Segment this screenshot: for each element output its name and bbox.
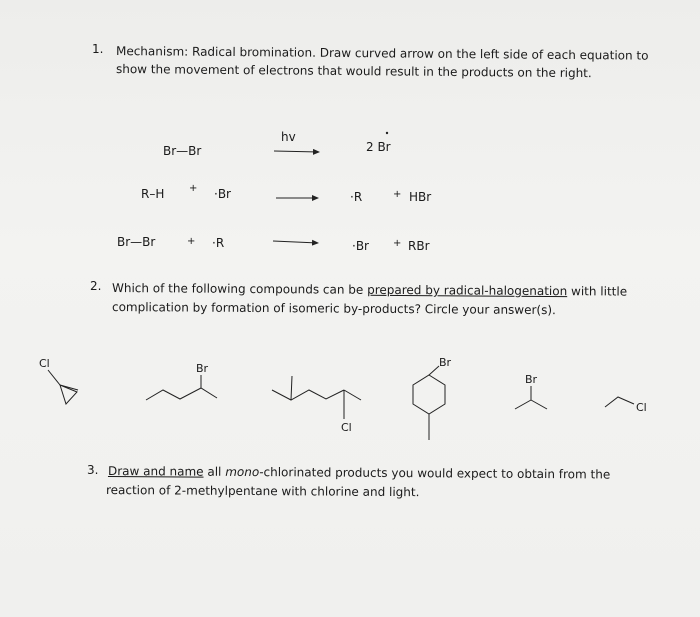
q2-number: 2. bbox=[90, 279, 102, 293]
eq1-reactant: Br—Br bbox=[163, 144, 202, 158]
q2-text-line2: complication by formation of isomeric by-products? Circle your answer(s). bbox=[111, 300, 556, 318]
label-cl-cyclopropyl: Cl bbox=[39, 357, 50, 370]
label-cl-chain: Cl bbox=[341, 421, 352, 434]
eq3-plus-left: + bbox=[187, 236, 196, 247]
eq2-product-2: HBr bbox=[409, 190, 432, 204]
q3-text-line1: Draw and name all mono-chlorinated products you would expect to obtain from the bbox=[107, 464, 611, 482]
label-br-cyclohexane: Br bbox=[439, 356, 452, 369]
eq2-reactant-1: R–H bbox=[141, 187, 165, 201]
label-br-branched: Br bbox=[196, 362, 209, 375]
q2-text-line1: Which of the following compounds can be prepared by radical-halogenation with little bbox=[111, 281, 628, 299]
structure-bromomethylcyclohexane bbox=[413, 366, 445, 440]
label-cl-propyl: Cl bbox=[636, 401, 647, 414]
eq2-plus-left: + bbox=[189, 183, 198, 194]
eq2-plus-right: + bbox=[393, 189, 402, 200]
q1-text-line1: Mechanism: Radical bromination. Draw curved arrow on the left side of each equation to bbox=[115, 44, 649, 63]
structure-chloro-branched-chain bbox=[272, 376, 361, 419]
structure-chlorocyclopropane-methyl bbox=[48, 370, 78, 404]
eq1-condition: hv bbox=[281, 130, 296, 144]
eq2-product-1: ·R bbox=[350, 190, 363, 204]
eq2-reactant-2: ·Br bbox=[214, 187, 231, 201]
structure-tert-butyl-bromide bbox=[515, 386, 547, 409]
radical-dot bbox=[386, 132, 388, 134]
q3-number: 3. bbox=[87, 463, 99, 477]
label-br-tertbutyl: Br bbox=[525, 373, 538, 386]
structure-bromo-alkane bbox=[146, 375, 217, 400]
eq1-product: 2 Br bbox=[366, 140, 391, 154]
q1-number: 1. bbox=[92, 42, 104, 56]
eq3-product-1: ·Br bbox=[352, 239, 369, 253]
q3-text-line2: reaction of 2-methylpentane with chlorine and light. bbox=[105, 483, 420, 500]
q1-text-line2: show the movement of electrons that would result in the products on the right. bbox=[115, 62, 592, 81]
eq3-reactant-2: ·R bbox=[212, 236, 225, 250]
eq1-arrow bbox=[274, 151, 319, 152]
eq3-plus-right: + bbox=[393, 238, 402, 249]
eq3-arrow bbox=[273, 241, 318, 243]
structure-propyl-chloride bbox=[605, 397, 634, 407]
eq3-reactant-1: Br—Br bbox=[117, 235, 156, 249]
eq3-product-2: RBr bbox=[408, 239, 430, 253]
